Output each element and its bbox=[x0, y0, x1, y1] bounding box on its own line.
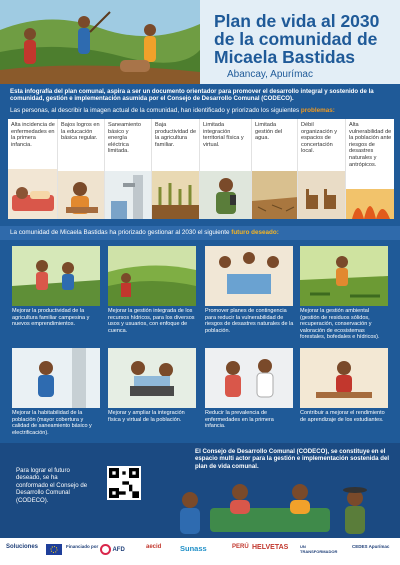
logo-helvetas: HELVETAS bbox=[252, 544, 289, 551]
problems-intro bbox=[10, 107, 392, 114]
future-text: Mejorar la habitabilidad de la población (mayor cobertura y calidad de saneamiento básico y electrificación). bbox=[12, 410, 92, 436]
health-checkup-illustration bbox=[205, 348, 293, 408]
fire-illustration bbox=[346, 189, 394, 219]
problems-intro-text: Las personas, al describir la imagen actual de la comunidad, han identificado y priorizado los siguientes bbox=[10, 107, 301, 114]
problem-card bbox=[152, 119, 200, 219]
water-tap-illustration bbox=[105, 171, 152, 219]
codeco-note: Para lograr el futuro deseado, se ha conformado el Consejo de Desarrollo Comunal (CODECO). bbox=[16, 467, 88, 504]
problem-card bbox=[298, 119, 346, 219]
logo-cedes: CEDES Apurímac bbox=[352, 544, 390, 549]
problem-text: Baja productividad de la agricultura familiar. bbox=[155, 122, 197, 148]
sick-child-illustration bbox=[8, 169, 58, 219]
title-line: Micaela Bastidas bbox=[214, 47, 356, 67]
future-intro bbox=[10, 229, 279, 236]
problem-text: Bajos logros en la educación básica regular. bbox=[61, 122, 100, 142]
future-text: Reducir la prevalencia de enfermedades en la primera infancia. bbox=[205, 410, 274, 429]
page-title bbox=[214, 12, 396, 66]
problem-text: Limitada gestión del agua. bbox=[255, 122, 283, 142]
future-text: Promover planes de contingencia para reducir la vulnerabilidad de riesgos de desastres naturales de la población. bbox=[205, 308, 294, 334]
future-text: Mejorar la gestión ambiental (gestión de residuos sólidos, recuperación, conservación y valoración de ecosistemas forestales, bofedales e hídricos). bbox=[300, 308, 380, 340]
title-line: Plan de vida al 2030 bbox=[214, 11, 380, 31]
problem-card bbox=[105, 119, 152, 219]
future-text: Mejorar la productividad de la agricultura familiar campesina y nuevos emprendimientos. bbox=[12, 308, 90, 327]
problem-text: Débil organización y espacios de concertación local. bbox=[301, 122, 338, 155]
problem-text: Saneamiento básico y energía eléctrica limitada. bbox=[108, 122, 141, 155]
logo-soluciones: Soluciones bbox=[6, 544, 39, 550]
problems-strip bbox=[8, 119, 394, 219]
community-meeting-illustration bbox=[150, 470, 400, 538]
consejo-text: El Consejo de Desarrollo Comunal (CODECO), se constituye en el espacio multi actor para la gestión e implementación sostenida del plan de vida comunal. bbox=[195, 448, 390, 470]
handwashing-illustration bbox=[12, 348, 100, 408]
dry-land-illustration bbox=[252, 171, 298, 219]
sponsor-logos bbox=[0, 538, 400, 565]
problem-text: Limitada integración territorial física y virtual. bbox=[203, 122, 244, 148]
location-subtitle: Abancay, Apurímac bbox=[227, 69, 313, 80]
logo-transformador: UN TRANSFORMADOR bbox=[300, 544, 338, 554]
student-illustration bbox=[58, 171, 105, 219]
future-text: Mejorar y ampliar la integración física y virtual de la población. bbox=[108, 410, 185, 423]
planting-illustration bbox=[300, 246, 388, 306]
problem-text: Alta incidencia de enfermedades en la primera infancia. bbox=[11, 122, 55, 148]
future-intro-text: La comunidad de Micaela Bastidas ha priorizado gestionar al 2030 el siguiente bbox=[10, 229, 232, 236]
problem-card bbox=[8, 119, 58, 219]
logo-peru: PERÚ bbox=[232, 544, 249, 550]
logo-afd-text: AFD bbox=[112, 547, 125, 554]
problem-text: Alta vulnerabilidad de la población ante riesgos de desastres naturales y antrópicos. bbox=[349, 122, 392, 168]
farmers-illustration bbox=[0, 0, 200, 84]
future-text: Contribuir a mejorar el rendimiento de aprendizaje de los estudiantes. bbox=[300, 410, 385, 423]
logo-aecid: aecid bbox=[146, 544, 162, 550]
laptop-users-illustration bbox=[108, 348, 196, 408]
problem-card bbox=[200, 119, 252, 219]
header bbox=[0, 0, 400, 84]
classroom-illustration bbox=[300, 348, 388, 408]
logo-sunass: Sunass bbox=[180, 544, 207, 553]
problem-card bbox=[252, 119, 298, 219]
planning-meeting-illustration bbox=[205, 246, 293, 306]
logo-financiado: Financiado por bbox=[66, 544, 99, 549]
problem-card bbox=[58, 119, 105, 219]
dry-crops-illustration bbox=[152, 171, 200, 219]
meeting-chairs-illustration bbox=[298, 171, 346, 219]
eu-flag-icon bbox=[46, 544, 62, 555]
title-line: de la comunidad de bbox=[214, 29, 378, 49]
problem-card bbox=[346, 119, 394, 219]
future-highlight: futuro deseado: bbox=[231, 229, 279, 236]
farm-couple-illustration bbox=[12, 246, 100, 306]
intro-paragraph: Esta infografía del plan comunal, aspira a ser un documento orientador para promover el desarrollo integral y sostenido de la comunidad, gestión e implementación asumida por el Consejo de Desarrollo Comunal (CODECO). bbox=[10, 88, 374, 103]
qr-code bbox=[107, 466, 141, 500]
future-text: Mejorar la gestión integrada de los recursos hídricos, para los diversos usos y usuarios, con enfoque de cuenca. bbox=[108, 308, 195, 334]
logo-afd bbox=[100, 544, 125, 555]
problems-highlight: problemas: bbox=[300, 107, 335, 114]
terraces-illustration bbox=[108, 246, 196, 306]
phone-user-illustration bbox=[200, 171, 252, 219]
